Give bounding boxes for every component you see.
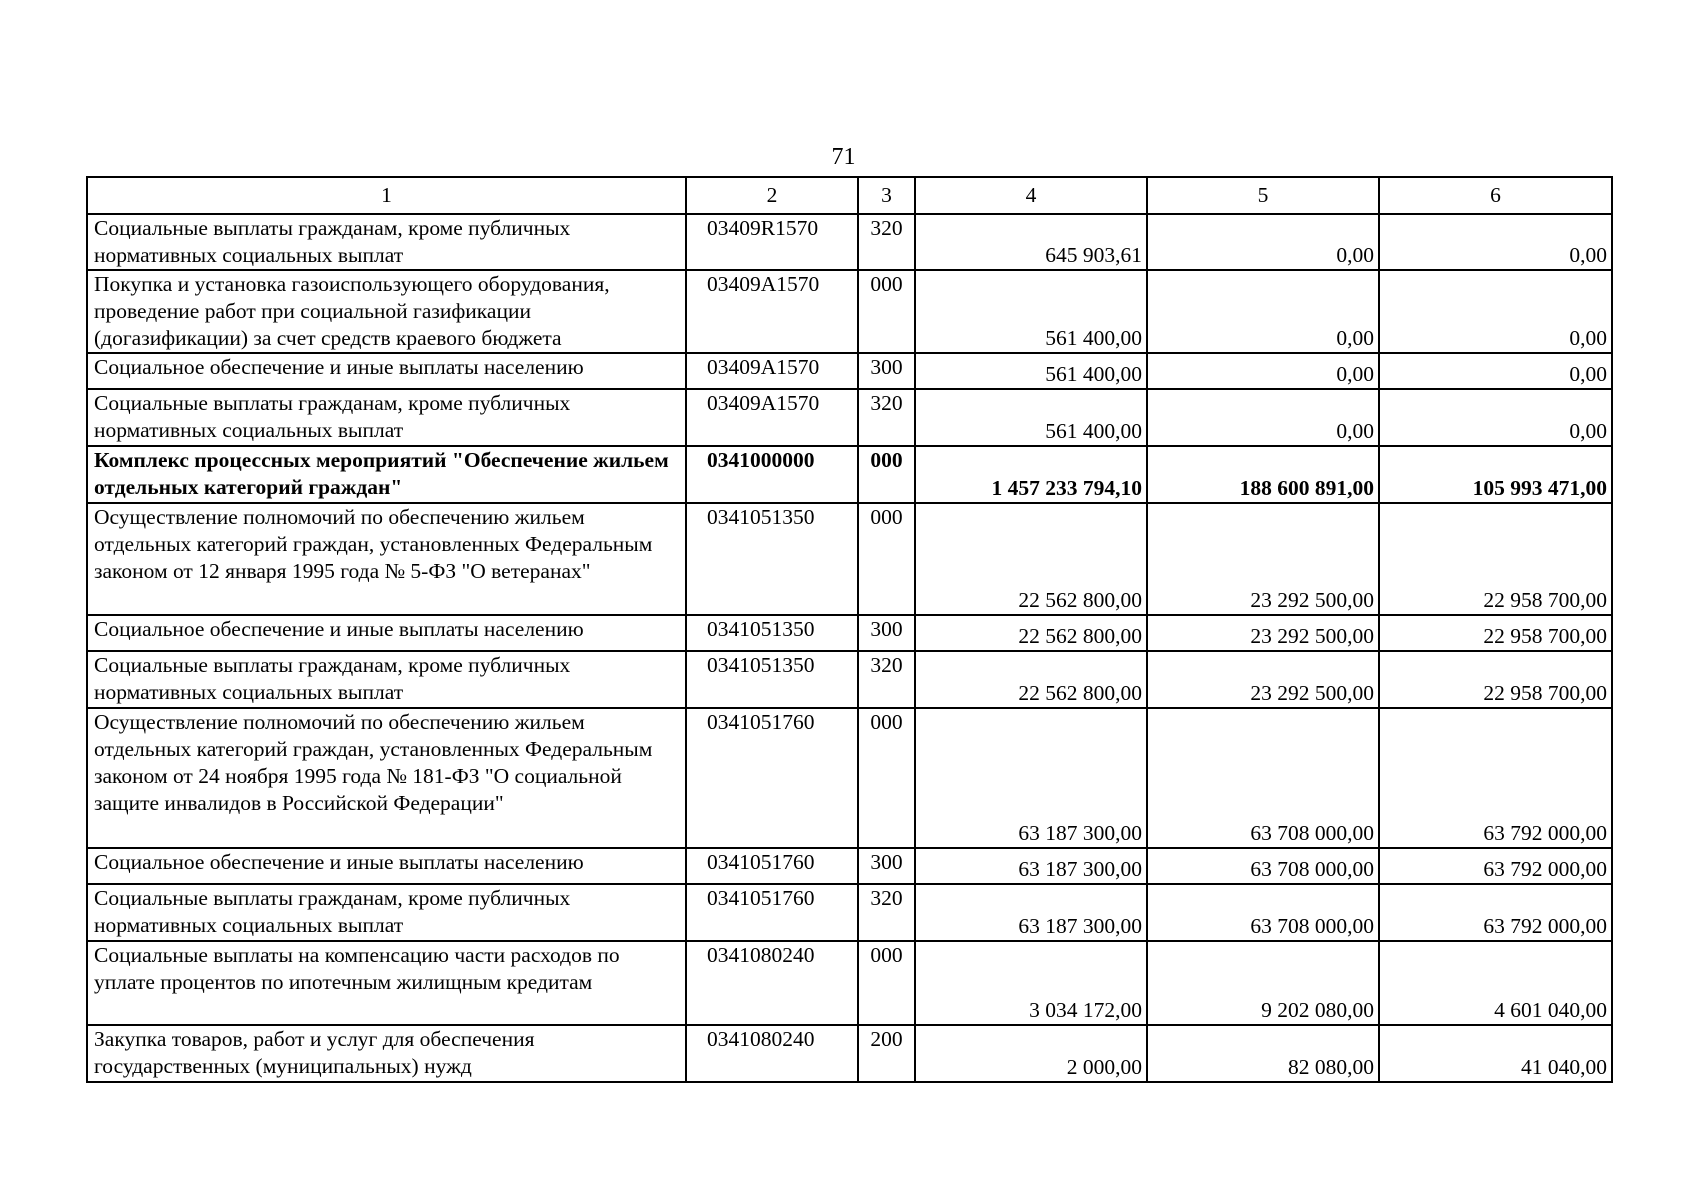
row-description: Покупка и установка газоиспользующего оборудования, проведение работ при социальной газификации (догазификации) за счет средств краевого бюджета (87, 270, 686, 353)
row-description: Осуществление полномочий по обеспечению жильем отдельных категорий граждан, установленных Федеральным законом от 24 ноября 1995 года № 181-ФЗ "О социальной защите инвалидов в Российской Федерации" (87, 708, 686, 848)
row-description: Социальное обеспечение и иные выплаты населению (87, 353, 686, 389)
target-article-code: 0341051350 (686, 651, 858, 708)
target-article-code: 0341051760 (686, 848, 858, 884)
amount-col6: 63 792 000,00 (1379, 848, 1612, 884)
row-description: Социальные выплаты гражданам, кроме публичных нормативных социальных выплат (87, 651, 686, 708)
expense-type-code: 300 (858, 615, 915, 651)
expense-type-code: 300 (858, 848, 915, 884)
target-article-code: 0341080240 (686, 941, 858, 1025)
target-article-code: 0341051350 (686, 615, 858, 651)
target-article-code: 0341000000 (686, 446, 858, 503)
amount-col5: 23 292 500,00 (1147, 503, 1379, 615)
table-row (87, 446, 1612, 503)
row-description: Социальные выплаты гражданам, кроме публичных нормативных социальных выплат (87, 389, 686, 446)
amount-col6: 0,00 (1379, 270, 1612, 353)
amount-col6: 4 601 040,00 (1379, 941, 1612, 1025)
amount-col5: 63 708 000,00 (1147, 708, 1379, 848)
table-row (87, 615, 1612, 651)
table-row (87, 941, 1612, 1025)
column-number: 4 (915, 177, 1147, 214)
target-article-code: 0341051350 (686, 503, 858, 615)
amount-col5: 9 202 080,00 (1147, 941, 1379, 1025)
amount-col5: 63 708 000,00 (1147, 848, 1379, 884)
table-row (87, 708, 1612, 848)
amount-col5: 0,00 (1147, 214, 1379, 270)
table-row (87, 214, 1612, 270)
expense-type-code: 000 (858, 941, 915, 1025)
table-row (87, 503, 1612, 615)
row-description: Социальные выплаты гражданам, кроме публичных нормативных социальных выплат (87, 884, 686, 941)
amount-col4: 561 400,00 (915, 270, 1147, 353)
target-article-code: 0341080240 (686, 1025, 858, 1082)
target-article-code: 0341051760 (686, 708, 858, 848)
expense-type-code: 320 (858, 884, 915, 941)
amount-col4: 561 400,00 (915, 353, 1147, 389)
amount-col5: 23 292 500,00 (1147, 651, 1379, 708)
target-article-code: 03409R1570 (686, 214, 858, 270)
target-article-code: 0341051760 (686, 884, 858, 941)
target-article-code: 03409A1570 (686, 389, 858, 446)
amount-col5: 188 600 891,00 (1147, 446, 1379, 503)
expense-type-code: 320 (858, 214, 915, 270)
amount-col4: 3 034 172,00 (915, 941, 1147, 1025)
table-row (87, 651, 1612, 708)
amount-col4: 22 562 800,00 (915, 651, 1147, 708)
row-description: Закупка товаров, работ и услуг для обеспечения государственных (муниципальных) нужд (87, 1025, 686, 1082)
amount-col4: 2 000,00 (915, 1025, 1147, 1082)
target-article-code: 03409A1570 (686, 270, 858, 353)
amount-col6: 0,00 (1379, 353, 1612, 389)
amount-col5: 0,00 (1147, 389, 1379, 446)
amount-col4: 63 187 300,00 (915, 848, 1147, 884)
table-row (87, 353, 1612, 389)
amount-col4: 561 400,00 (915, 389, 1147, 446)
expense-type-code: 200 (858, 1025, 915, 1082)
amount-col4: 63 187 300,00 (915, 884, 1147, 941)
amount-col4: 63 187 300,00 (915, 708, 1147, 848)
amount-col6: 0,00 (1379, 214, 1612, 270)
column-number: 5 (1147, 177, 1379, 214)
amount-col5: 0,00 (1147, 353, 1379, 389)
expense-type-code: 000 (858, 503, 915, 615)
column-number: 6 (1379, 177, 1612, 214)
column-number: 2 (686, 177, 858, 214)
expense-type-code: 300 (858, 353, 915, 389)
table-row (87, 848, 1612, 884)
column-number: 1 (87, 177, 686, 214)
expense-type-code: 320 (858, 389, 915, 446)
row-description: Социальное обеспечение и иные выплаты населению (87, 848, 686, 884)
amount-col4: 1 457 233 794,10 (915, 446, 1147, 503)
amount-col6: 41 040,00 (1379, 1025, 1612, 1082)
table-row (87, 270, 1612, 353)
column-number-row (87, 177, 1612, 214)
table-row (87, 1025, 1612, 1082)
table-row (87, 389, 1612, 446)
column-number: 3 (858, 177, 915, 214)
amount-col4: 22 562 800,00 (915, 615, 1147, 651)
amount-col6: 105 993 471,00 (1379, 446, 1612, 503)
table-row (87, 884, 1612, 941)
target-article-code: 03409A1570 (686, 353, 858, 389)
amount-col6: 22 958 700,00 (1379, 503, 1612, 615)
budget-table (86, 176, 1613, 1083)
amount-col5: 63 708 000,00 (1147, 884, 1379, 941)
amount-col6: 63 792 000,00 (1379, 884, 1612, 941)
row-description: Социальные выплаты на компенсацию части расходов по уплате процентов по ипотечным жилищным кредитам (87, 941, 686, 1025)
row-description: Социальные выплаты гражданам, кроме публичных нормативных социальных выплат (87, 214, 686, 270)
amount-col6: 22 958 700,00 (1379, 651, 1612, 708)
amount-col5: 0,00 (1147, 270, 1379, 353)
amount-col6: 22 958 700,00 (1379, 615, 1612, 651)
amount-col6: 63 792 000,00 (1379, 708, 1612, 848)
expense-type-code: 320 (858, 651, 915, 708)
amount-col5: 82 080,00 (1147, 1025, 1379, 1082)
amount-col6: 0,00 (1379, 389, 1612, 446)
expense-type-code: 000 (858, 708, 915, 848)
expense-type-code: 000 (858, 270, 915, 353)
row-description: Осуществление полномочий по обеспечению жильем отдельных категорий граждан, установленных Федеральным законом от 12 января 1995 года № 5-ФЗ "О ветеранах" (87, 503, 686, 615)
page-number: 71 (831, 144, 856, 170)
amount-col4: 645 903,61 (915, 214, 1147, 270)
amount-col5: 23 292 500,00 (1147, 615, 1379, 651)
amount-col4: 22 562 800,00 (915, 503, 1147, 615)
row-description: Социальное обеспечение и иные выплаты населению (87, 615, 686, 651)
expense-type-code: 000 (858, 446, 915, 503)
row-description: Комплекс процессных мероприятий "Обеспечение жильем отдельных категорий граждан" (87, 446, 686, 503)
budget-table-body (87, 177, 1612, 1082)
